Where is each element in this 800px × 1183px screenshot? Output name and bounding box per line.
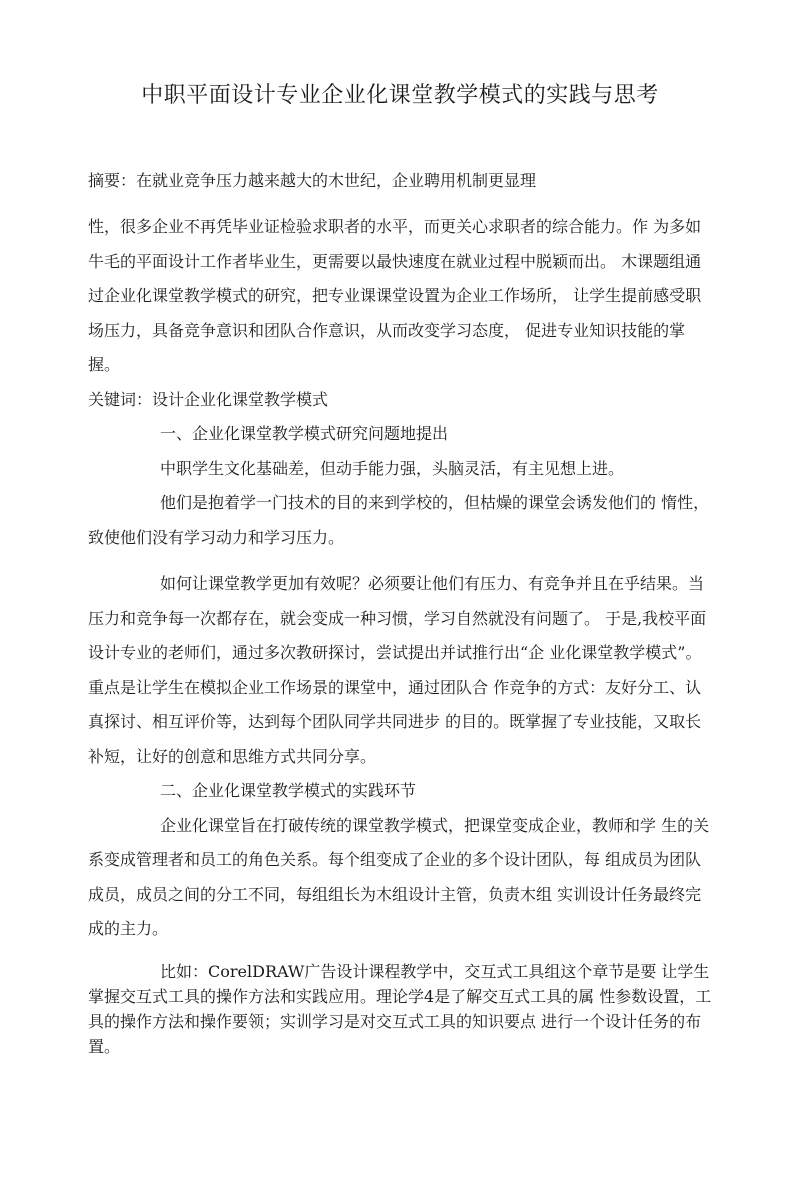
section-heading-2: 二、企业化课堂教学模式的实践环节 xyxy=(160,781,417,800)
section1-paragraph-3: 如何让课堂教学更加有效呢？必须要让他们有压力、有竞争并且在乎结果。当压力和竞争每一次都存在，就会变成一种习惯，学习自然就没有问题了。 于是,我校平面设计专业的老师们，通过多次教研探讨，尝试提出并试推行出“企 业化课堂教学模式”。重点是让学生在模拟企业工作场景的课堂中，通过团队合 作竞争的方式：友好分工、认真探讨、相互评价等，达到每个团队同学共同进步 的目的。既掌握了专业技能，又取长补短，让好的创意和思维方式共同分享。 xyxy=(88,574,707,766)
section1-paragraph-2: 他们是抱着学一门技术的目的来到学校的，但枯燥的课堂会诱发他们的 惰性，致使他们没有学习动力和学习压力。 xyxy=(88,493,710,547)
keywords-line: 关键词：设计企业化课堂教学模式 xyxy=(88,389,329,409)
abstract-first-line: 摘要：在就业竞争压力越来越大的木世纪，企业聘用机制更显理 xyxy=(88,171,537,190)
section1-paragraph-1: 中职学生文化基础差，但动手能力强，头脑灵活，有主见想上进。 xyxy=(160,458,625,478)
section-heading-1: 一、企业化课堂教学模式研究问题地提出 xyxy=(160,424,449,443)
page-title: 中职平面设计专业企业化课堂教学模式的实践与思考 xyxy=(141,83,659,108)
abstract-paragraph: 性，很多企业不再凭毕业证检验求职者的水平，而更关心求职者的综合能力。作 为多如牛毛的平面设计工作者毕业生，更需要以最快速度在就业过程中脱颖而出。 木课题组通过企业化课堂教学模式的研究，把专业课课堂设置为企业工作场所， 让学生提前感受职场压力，具备竞争意识和团队合作意识，从而改变学习态度， 促进专业知识技能的掌握。 xyxy=(88,217,702,374)
document-body xyxy=(88,166,712,1059)
section2-paragraph-2: 比如：CorelDRAW广告设计课程教学中，交互式工具组这个章节是要 让学生掌握交互式工具的操作方法和实践应用。理论学4是了解交互式工具的属 性参数设置，工具的操作方法和操作要领；实训学习是对交互式工具的知识要点 进行一个设计任务的布置。 xyxy=(88,961,712,1056)
section2-paragraph-1: 企业化课堂旨在打破传统的课堂教学模式，把课堂变成企业，教师和学 生的关系变成管理者和员工的角色关系。每个组变成了企业的多个设计团队，每 组成员为团队成员，成员之间的分工不同，每组组长为木组设计主管，负责木组 实训设计任务最终完成的主力。 xyxy=(88,815,710,938)
